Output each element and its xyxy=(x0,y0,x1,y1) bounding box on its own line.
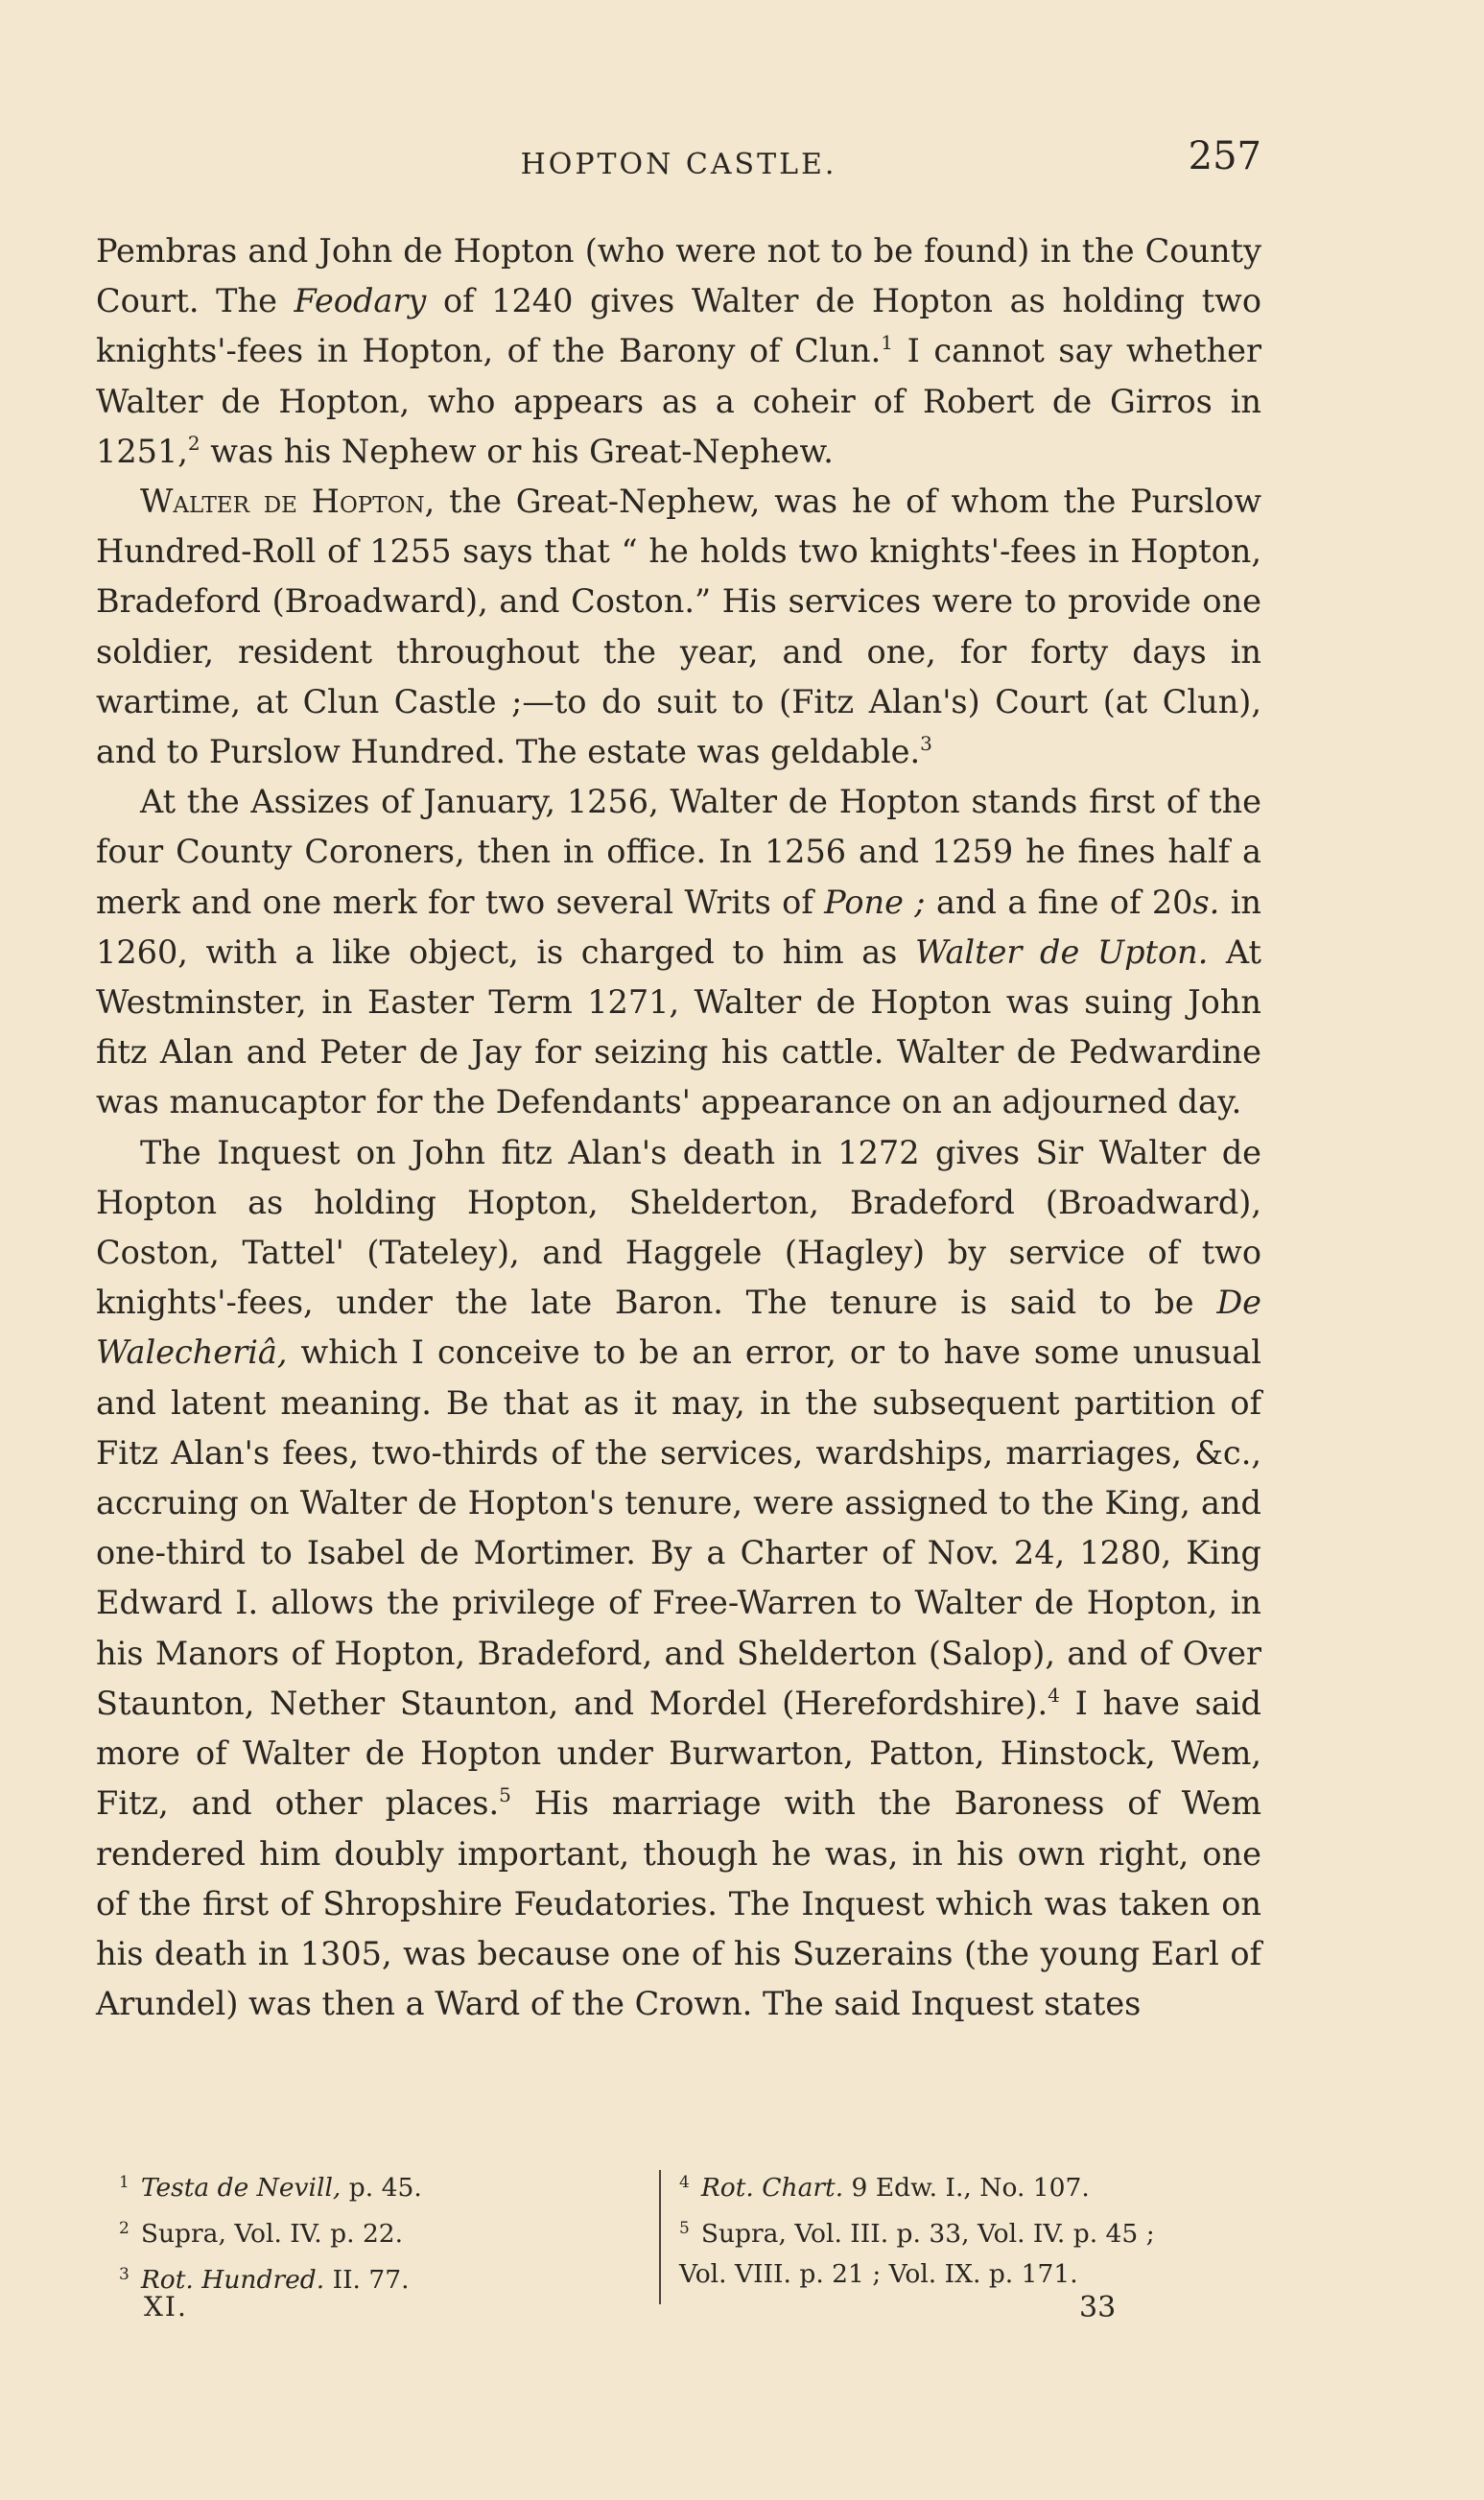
body-text xyxy=(96,226,1261,2029)
sheet-signature: 33 xyxy=(1079,2291,1117,2324)
paragraph-2: Walter de Hopton, the Great-Nephew, was he of whom the Purslow Hundred-Roll of 1255 says that “ he holds two knights'-fees in Hopton, Bradeford (Broadward), and Coston.” His services were to provide one soldier, resident throughout the year, and one, for forty days in wartime, at Clun Castle ;—to do suit to (Fitz Alan's) Court (at Clun), and to Purslow Hundred. The estate was geldable.$^3$ xyxy=(96,483,1261,771)
footnote-3: $^3$ Rot. Hundred. II. 77. xyxy=(119,2265,410,2295)
footnote-ref-2: 2 xyxy=(187,431,200,455)
running-title: HOPTON CASTLE. xyxy=(520,148,837,181)
paragraph-4: The Inquest on John fitz Alan's death in 1272 gives Sir Walter de Hopton as holding Hopton, Shelderton, Bradeford (Broadward), Coston, Tattel' (Tateley), and Haggele (Hagley) by service of two knights'-fees, under the late Baron. The tenure is said to be De Walecheriâ, which I conceive to be an error, or to have some unusual and latent meaning. Be that as it may, in the subsequent partition of Fitz Alan's fees, two-thirds of the services, wardships, marriages, &c., accruing on Walter de Hopton's tenure, were assigned to the King, and one-third to Isabel de Mortimer. By a Charter of Nov. 24, 1280, King Edward I. allows the privilege of Free-Warren to Walter de Hopton, in his Manors of Hopton, Bradeford, and Shelderton (Salop), and of Over Staunton, Nether Staunton, and Mordel (Herefordshire).$^4$ I have said more of Walter de Hopton under Burwarton, Patton, Hinstock, Wem, Fitz, and other places.$^5$ His marriage with the Baroness of Wem rendered him doubly important, though he was, in his own right, one of the first of Shropshire Feudatories. The Inquest which was taken on his death in 1305, was because one of his Suzerains (the young Earl of Arundel) was then a Ward of the Crown. The said Inquest states xyxy=(96,1133,1261,2023)
footnote-4: $^4$ Rot. Chart. 9 Edw. I., No. 107. xyxy=(679,2173,1090,2203)
footnote-1: $^1$ Testa de Nevill, p. 45. xyxy=(119,2173,422,2203)
footnote-ref-3: 3 xyxy=(920,732,932,756)
paragraph-3: At the Assizes of January, 1256, Walter de Hopton stands first of the four County Coroners, then in office. In 1256 and 1259 he fines half a merk and one merk for two several Writs of Pone ; and a fine of 20s. in 1260, with a like object, is charged to him as Walter de Upton. At Westminster, in Easter Term 1271, Walter de Hopton was suing John fitz Alan and Peter de Jay for seizing his cattle. Walter de Pedwardine was manucaptor for the Defendants' appearance on an adjourned day. xyxy=(96,783,1261,1121)
footnote-5: $^5$ Supra, Vol. III. p. 33, Vol. IV. p. 45 ; xyxy=(679,2219,1155,2249)
page-header xyxy=(96,134,1261,192)
paragraph-1: Pembras and John de Hopton (who were not to be found) in the County Court. The Feodary of 1240 gives Walter de Hopton as holding two knights'-fees in Hopton, of the Barony of Clun.$^1$ I cannot say whether Walter de Hopton, who appears as a coheir of Robert de Girros in 1251,$^2$ was his Nephew or his Great-Nephew. xyxy=(96,232,1262,470)
footnote-ref-1: 1 xyxy=(881,331,894,355)
footnotes-left-column xyxy=(119,2162,656,2300)
footnote-ref-5: 5 xyxy=(499,1783,511,1807)
volume-mark: XI. xyxy=(144,2291,188,2323)
page-number: 257 xyxy=(1188,134,1261,178)
footnote-ref-4: 4 xyxy=(1048,1683,1060,1707)
footnote-column-divider xyxy=(659,2170,661,2304)
footnote-2: $^2$ Supra, Vol. IV. p. 22. xyxy=(119,2219,404,2249)
footnotes-right-column xyxy=(679,2162,1255,2295)
printer-signature xyxy=(144,2291,1122,2339)
footnote-5-continued: Vol. VIII. p. 21 ; Vol. IX. p. 171. xyxy=(679,2259,1078,2289)
